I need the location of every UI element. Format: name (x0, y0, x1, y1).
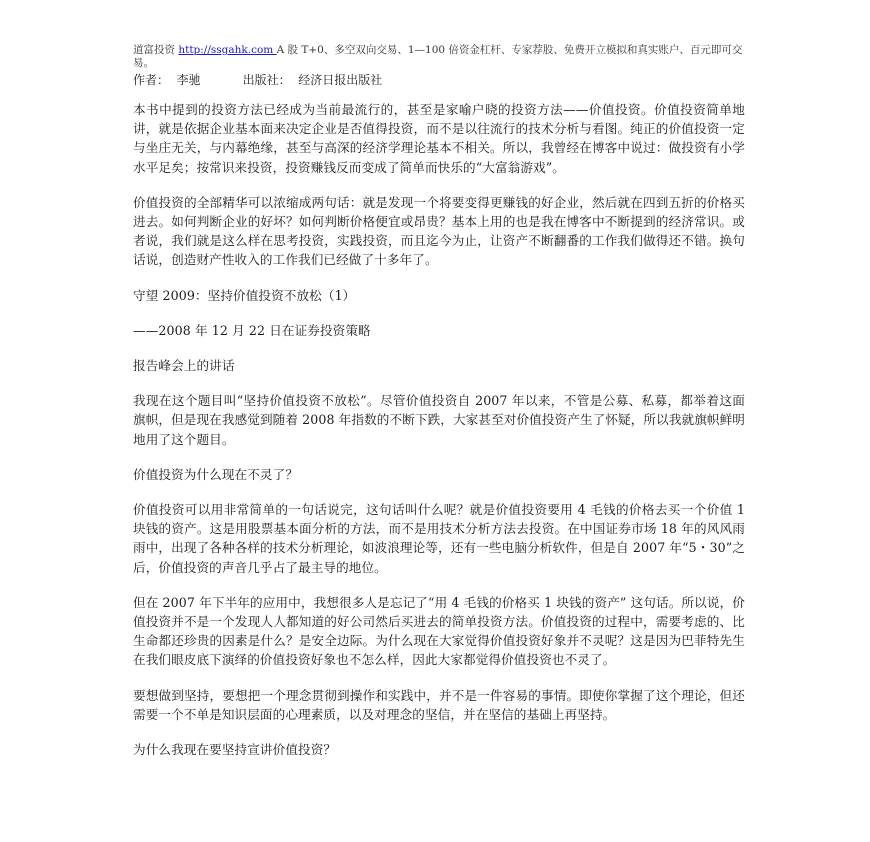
speech-subtitle-cont: 报告峰会上的讲话 (133, 358, 235, 374)
ad-prefix: 道富投资 (133, 44, 179, 56)
paragraph: 但在 2007 年下半年的应用中，我想很多人是忘记了“用 4 毛钱的价格买 1 块钱的资产” 这句话。所以说，价值投资并不是一个发现人人都知道的好公司然后买进去的简单投资方法。价值投资的过程中，需要考虑的、比生命都还珍贵的因素是什么？是安全边际。为什么现在大家觉得价值投资好象并不灵呢？这是因为巴菲特先生在我们眼皮底下演绎的价值投资好象也不怎么样，因此大家都觉得价值投资也不灵了。 (133, 594, 745, 668)
paragraph: 价值投资可以用非常简单的一句话说完，这句话叫什么呢？就是价值投资要用 4 毛钱的价格去买一个价值 1 块钱的资产。这是用股票基本面分析的方法，而不是用技术分析方法去投资。在中国证券市场 18 年的风风雨雨中，出现了各种各样的技术分析理论，如波浪理论等，还有一些电脑分析软件，但是自 2007 年“5・30”之后，价值投资的声音几乎占了最主导的地位。 (133, 502, 745, 575)
ad-banner (133, 44, 753, 70)
paragraph: 本书中提到的投资方法已经成为当前最流行的，甚至是家喻户晓的投资方法——价值投资。价值投资简单地讲，就是依据企业基本面来决定企业是否值得投资，而不是以往流行的技术分析与看图。纯正的价值投资一定与坐庄无关，与内幕绝缘，甚至与高深的经济学理论基本不相关。所以，我曾经在博客中说过：做投资有小学水平足矣；按常识来投资，投资赚钱反而变成了简单而快乐的“大富翁游戏”。 (133, 102, 745, 175)
paragraph: 价值投资的全部精华可以浓缩成两句话：就是发现一个将要变得更赚钱的好企业，然后就在四到五折的价格买进去。如何判断企业的好坏？如何判断价格便宜或昂贵？基本上用的也是我在博客中不断提到的经济常识。或者说，我们就是这么样在思考投资，实践投资，而且迄今为止，让资产不断翻番的工作我们做得还不错。换句话说，创造财产性收入的工作我们已经做了十多年了。 (133, 194, 745, 268)
question-heading: 价值投资为什么现在不灵了？ (133, 466, 299, 482)
ad-text: A 股 T+0、多空双向交易、1—100 倍资金杠杆、专家荐股、免费开立模拟和真实账户、百元即可交易。 (133, 44, 743, 69)
paragraph: 要想做到坚持，要想把一个理念贯彻到操作和实践中，并不是一件容易的事情。即使你掌握了这个理论，但还需要一个不单是知识层面的心理素质，以及对理念的坚信，并在坚信的基础上再坚持。 (133, 687, 745, 722)
section-heading: 守望 2009：坚持价值投资不放松（1） (133, 287, 356, 303)
author-line: 作者： 李驰 (133, 73, 201, 87)
ad-link[interactable]: http://ssgahk.com (178, 44, 277, 56)
publisher-line: 出版社： 经济日报出版社 (242, 73, 383, 87)
book-meta (133, 72, 382, 88)
question-heading: 为什么我现在要坚持宣讲价值投资？ (133, 742, 337, 758)
paragraph: 我现在这个题目叫“坚持价值投资不放松”。尽管价值投资自 2007 年以来，不管是公募、私募，都举着这面旗帜，但是现在我感觉到随着 2008 年指数的不断下跌，大家甚至对价值投资产生了怀疑，所以我就旗帜鲜明地用了这个题目。 (133, 393, 745, 447)
speech-subtitle: ——2008 年 12 月 22 日在证券投资策略 (133, 322, 371, 338)
article-body (133, 100, 745, 775)
